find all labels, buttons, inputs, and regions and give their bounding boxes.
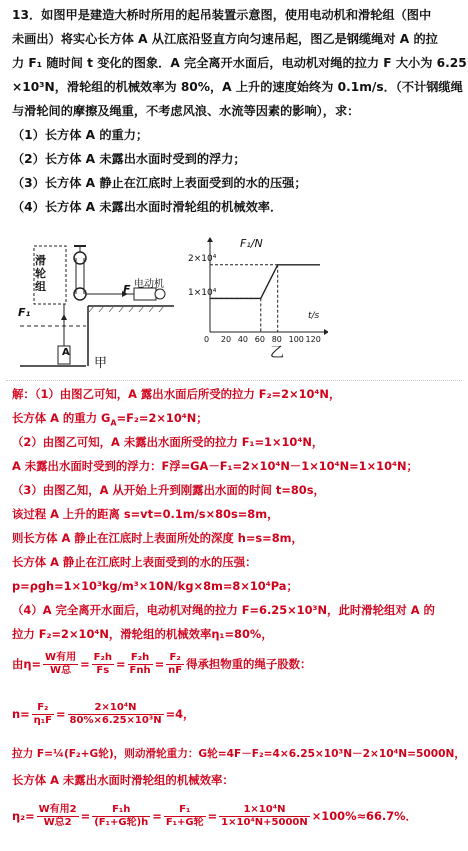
solution-line-7: 则长方体 A 静止在江底时上表面所处的深度 h=s=8m，	[12, 531, 303, 545]
solution-line-9: p=ρgh=1×10³kg/m³×10N/kg×8m=8×10⁴Pa；	[12, 579, 298, 593]
solution-line-6: 该过程 A 上升的距离 s=vt=0.1m/s×80s=8m，	[12, 507, 279, 521]
pulley-label: 滑轮组	[35, 254, 46, 293]
chart-ytick-1e4: 1×10⁴	[188, 288, 217, 298]
question-line-5: 与滑轮间的摩擦及绳重，不考虑风浪、水流等因素的影响），求：	[12, 104, 360, 118]
series-line	[210, 265, 320, 299]
chart-xlabel: t/s	[308, 311, 320, 321]
solution-line-4: A 未露出水面时受到的浮力：F浮=GA－F₁=2×10⁴N－1×10⁴N=1×10⁴N；	[12, 459, 418, 473]
question-line-2: 未画出）将实心长方体 A 从江底沿竖直方向匀速吊起，图乙是钢缆绳对 A 的拉	[12, 32, 438, 46]
chart-xtick: 60	[254, 335, 265, 344]
y-axis-arrow	[207, 237, 213, 242]
question-line-3: 力 F₁ 随时间 t 变化的图象．A 完全离开水面后，电动机对绳的拉力 F 大小为 6.25	[12, 56, 467, 70]
chart-xtick: 120	[305, 335, 321, 344]
solution-line-13: n= $\frac{\text{F₂}}{\text{η₁F}}$ = $\frac{\text{2×10⁴N}}{\text{80\%×6.25×10³N}}$ =4，	[12, 702, 195, 726]
solution-line-3: （2）由图乙可知，A 未露出水面所受的拉力 F₁=1×10⁴N，	[12, 435, 324, 449]
chart-xtick: 80	[271, 335, 282, 344]
solution-line-14: 拉力 F=¼(F₂+G轮)，则动滑轮重力：G轮=4F－F₂=4×6.25×10³N－2×10⁴N=5000N，	[12, 748, 465, 760]
solution-line-5: （3）由图乙知，A 从开始上升到刚露出水面的时间 t=80s，	[12, 483, 325, 497]
chart-xtick: 40	[237, 335, 249, 344]
chart-xtick: 20	[220, 335, 232, 344]
force-f1-label: F₁	[18, 306, 31, 319]
chart-caption: 乙	[270, 345, 284, 361]
block-a-label: A	[62, 347, 70, 358]
chart-xtick: 0	[204, 335, 210, 344]
sub-question-1: （1）长方体 A 的重力；	[12, 128, 149, 142]
solution-line-15: 长方体 A 未露出水面时滑轮组的机械效率：	[12, 773, 234, 787]
sub-question-3: （3）长方体 A 静止在江底时上表面受到的水的压强；	[12, 176, 307, 190]
divider	[6, 380, 462, 381]
chart-xtick: 100	[288, 335, 304, 344]
chart-series	[210, 265, 320, 299]
solution-line-12: 由η= $\frac{\text{W有用}}{\text{W总}}$ = $\frac{\text{F₂h}}{Fs}$ = $\frac{\text{F₂h}}{\text{Fnh}}$ = $\frac{\text{F₂}}{nF}$ 得承担物重的绳子股数：	[12, 652, 312, 676]
question-line-4: ×10³N，滑轮组的机械效率为 80%，A 上升的速度始终为 0.1m/s．（不计钢缆绳	[12, 80, 463, 94]
force-f-label: F	[123, 283, 131, 296]
motor-label: 电动机	[134, 279, 164, 290]
solution-line-16: η₂= $\frac{\text{W有用2}}{\text{W总2}}$ = $\frac{\text{F₁h}}{\text{(F₁+G轮)h}}$ = $\frac{\text{F₁}}{\text{F₁+G轮}}$ = $\frac{\text{1×10⁴N}}{\text{1×10⁴N+5000N}}$ ×100%≈66.7%．	[12, 804, 417, 828]
solution-line-8: 长方体 A 静止在江底时上表面受到的水的压强：	[12, 555, 257, 569]
sub-question-4: （4）长方体 A 未露出水面时滑轮组的机械效率．	[12, 200, 283, 214]
sub-question-2: （2）长方体 A 未露出水面时受到的浮力；	[12, 152, 246, 166]
solution-line-2: 长方体 A 的重力 $G_A=F_2=2\times 10^4N$；	[12, 411, 208, 428]
chart-ytick-2e4: 2×10⁴	[188, 254, 217, 264]
x-axis-arrow	[324, 329, 328, 335]
chart-ylabel: F₁/N	[240, 237, 263, 250]
solution-line-11: 拉力 F₂=2×10⁴N，滑轮组的机械效率η₁=80%，	[12, 627, 273, 641]
figure-left-caption: 甲	[94, 356, 108, 371]
solution-line-1: 解：（1）由图乙可知，A 露出水面后所受的拉力 F₂=2×10⁴N，	[12, 387, 341, 401]
question-line-1: 13．如图甲是建造大桥时所用的起吊装置示意图，使用电动机和滑轮组（图中	[12, 8, 432, 22]
solution-line-10: （4）A 完全离开水面后，电动机对绳的拉力 F=6.25×10³N，此时滑轮组对 A 的	[12, 603, 435, 617]
